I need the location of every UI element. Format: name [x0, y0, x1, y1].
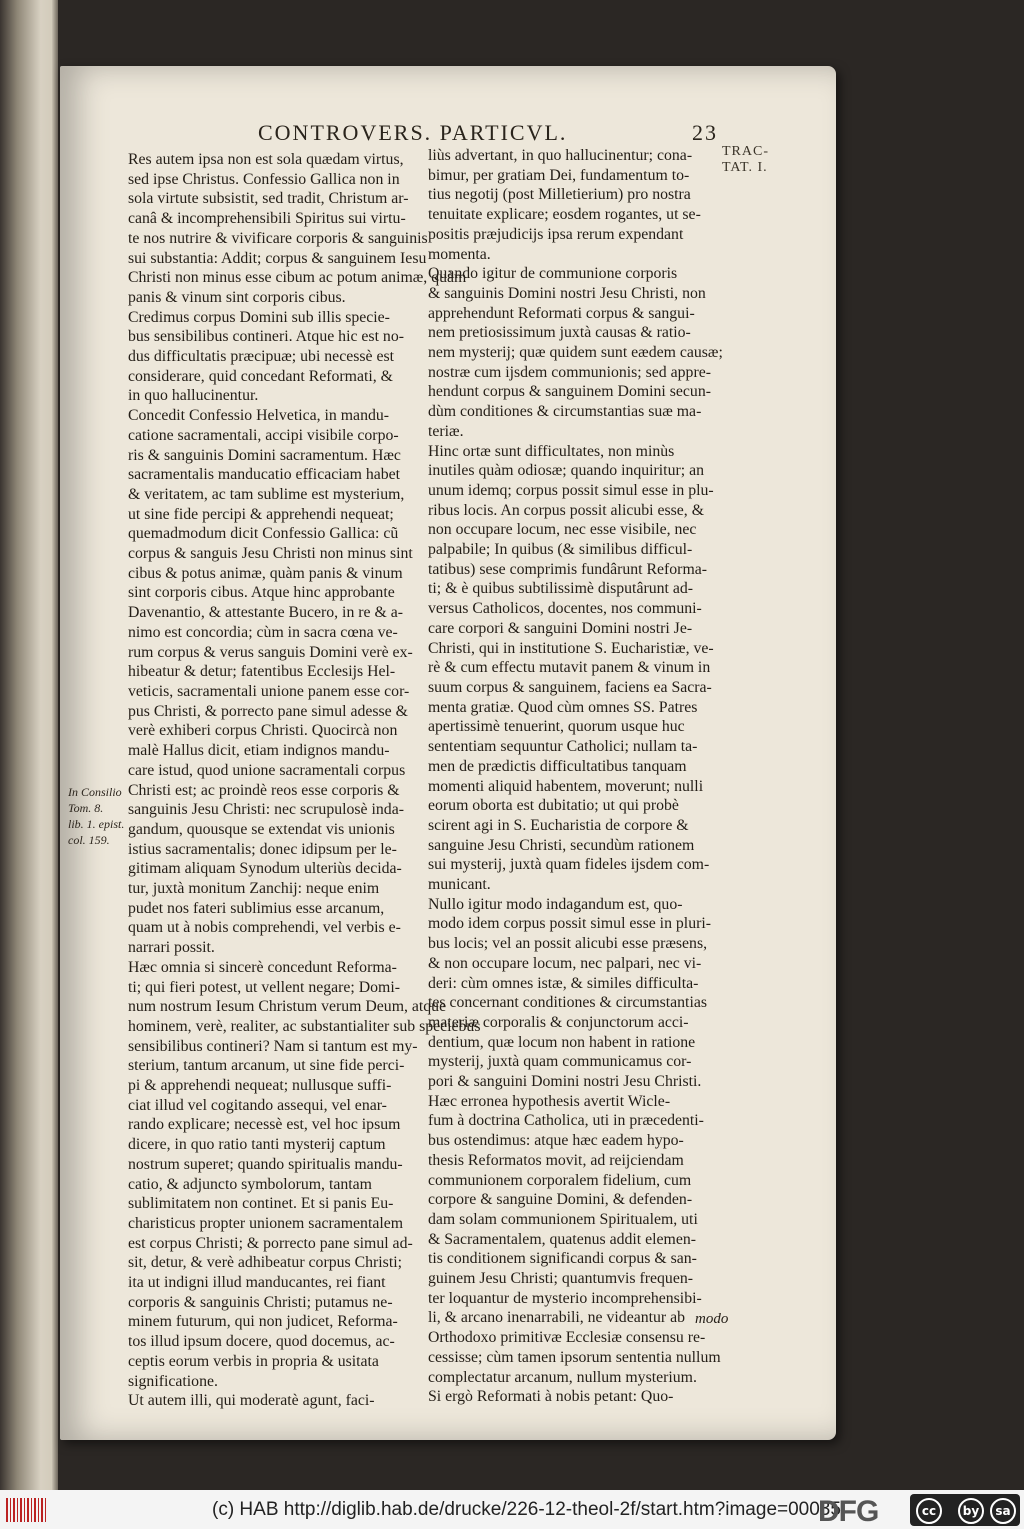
text-line: & Sacramentalem, quatenus addit elemen- [428, 1230, 697, 1248]
text-line: Credimus corpus Domini sub illis specie- [128, 308, 390, 326]
text-line: liùs advertant, in quo hallucinentur; cona- [428, 147, 693, 164]
text-line: apprehendunt Reformati corpus & sangui- [428, 304, 695, 322]
text-line: care istud, quod unione sacramentali corpus [128, 761, 406, 779]
text-line: veticis, sacramentali unione panem esse cor- [128, 682, 410, 700]
text-line: bus ostendimus: atque hæc eadem hypo- [428, 1132, 684, 1150]
text-line: est corpus Christi; & porrecto pane simul ad- [128, 1234, 413, 1252]
text-line: men de prædictis difficultatibus tanquam [428, 757, 687, 775]
text-line: sint corporis cibus. Atque hinc approbante [128, 584, 395, 602]
text-line: gitimam aliquam Synodum ulteriùs decida- [128, 860, 402, 878]
text-line: sit, detur, & verè adhibeatur corpus Christi; [128, 1254, 402, 1272]
text-line: bimur, per gratiam Dei, fundamentum to- [428, 166, 690, 184]
text-line: sanguinis Jesu Christi: nec scrupulosè inda- [128, 801, 404, 819]
text-line: sterium, tantum arcanum, ut sine fide perci- [128, 1057, 405, 1075]
text-line: malè Hallus dicit, etiam indignos mandu- [128, 742, 390, 760]
text-line: minem futurum, qui non judicet, Reforma- [128, 1313, 398, 1331]
text-line: catione sacramentali, accipi visibile corpo- [128, 426, 399, 444]
text-line: Davenantio, & attestante Bucero, in re & a- [128, 604, 404, 622]
text-line: Ut autem illi, qui moderatè agunt, faci- [128, 1392, 375, 1410]
text-line: nostrum superet; quando spiritualis mandu- [128, 1155, 403, 1173]
text-line: & veritatem, ac tam sublime est mysterium, [128, 485, 405, 503]
text-line: ceptis eorum verbis in propria & usitata [128, 1352, 379, 1370]
text-line: quemadmodum dicit Confessio Gallica: cũ [128, 525, 399, 543]
text-line: sanguine Jesu Christi, secundùm rationem [428, 836, 695, 854]
text-line: catio, & adjuncto symbolorum, tantam [128, 1175, 372, 1193]
text-line: positis præjudicijs ipsa rerum expendant [428, 225, 684, 243]
text-line: thesis Reformatos movit, ad reijciendam [428, 1151, 684, 1169]
running-header [258, 120, 718, 148]
text-line: tes concernant conditiones & circumstantias [428, 994, 707, 1012]
margin-note [68, 784, 128, 848]
text-line: gandum, quousque se extendat vis unionis [128, 820, 395, 838]
text-line: Concedit Confessio Helvetica, in mandu- [128, 407, 390, 425]
text-line: momenti aliquid habentem, moverunt; nulli [428, 777, 704, 795]
text-line: sui substantia: Addit; corpus & sanguinem Iesu [128, 249, 427, 267]
text-line: dentium, quæ locum non habent in ratione [428, 1033, 696, 1051]
text-line: nem pretiosissimum juxtà causas & ratio- [428, 324, 691, 342]
text-line: Christi non minus esse cibum ac potum animæ, quàm [128, 269, 467, 287]
text-line: hibeatur & detur; fatentibus Ecclesijs Hel- [128, 663, 396, 681]
text-line: nimo est concordia; cùm in sacra cœna ve- [128, 623, 398, 641]
text-line: quam ut à nobis comprehendi, vel verbis e- [128, 919, 401, 937]
text-line: pudet nos fateri sublimius esse arcanum, [128, 899, 385, 917]
text-line: tos illud ipsum docere, quod docemus, ac- [128, 1333, 395, 1351]
text-line: hendunt corpus & sanguinem Domini secun- [428, 383, 711, 401]
text-line: tius negotij (post Milletierium) pro nostra [428, 186, 691, 204]
text-line: suum corpus & sanguinem, faciens ea Sacra- [428, 678, 712, 696]
text-line: Res autem ipsa non est sola quædam virtus, [128, 151, 404, 168]
text-line: dam solam communionem Spiritualem, uti [428, 1210, 698, 1228]
text-line: bus sensibilibus contineri. Atque hic est no- [128, 328, 404, 346]
text-line: Christi, qui in institutione S. Eucharistiæ, ve- [428, 639, 714, 657]
text-line: ti; qui fieri potest, ut vellent negare; Domi- [128, 978, 400, 996]
text-line: sed ipse Christus. Confessio Gallica non in [128, 170, 400, 188]
cc-icon: cc [916, 1498, 942, 1524]
text-line: num nostrum Iesum Christum verum Deum, atque [128, 998, 447, 1016]
text-line: hominem, verè, realiter, ac substantialiter sub speciebus [128, 1017, 481, 1035]
text-column-right [428, 146, 723, 1407]
text-line: bus locis; vel an possit alicubi esse præsens, [428, 935, 708, 953]
text-line: palpabile; In quibus (& similibus difficul- [428, 541, 693, 559]
text-line: narrari possit. [128, 939, 215, 957]
text-line: Quando igitur de communione corporis [428, 265, 678, 283]
text-line: Christi est; ac proindè reos esse corporis & [128, 781, 400, 799]
text-line: dicere, in quo ratio tanti mysterij captum [128, 1136, 386, 1154]
text-line: nem mysterij; quæ quidem sunt eædem causæ; [428, 344, 723, 362]
text-line: corporis & sanguinis Christi; putamus ne- [128, 1293, 393, 1311]
margin-note-line: col. 159. [68, 833, 110, 847]
text-line: Hæc erronea hypothesis avertit Wicle- [428, 1092, 671, 1110]
text-line: ribus locis. An corpus possit alicubi esse, & [428, 501, 704, 519]
text-line: sola virtute subsistit, sed tradit, Christum ar- [128, 190, 409, 208]
text-line: dus difficultatis præcipuæ; ubi necessè est [128, 348, 395, 366]
text-line: sententiam sequuntur Catholici; nullam ta- [428, 738, 698, 756]
text-line: care corpori & sanguini Domini nostri Je- [428, 619, 693, 637]
text-line: Hæc omnia si sincerè concedunt Reforma- [128, 958, 397, 976]
text-line: dùm conditiones & circumstantias suæ ma- [428, 403, 702, 421]
text-line: panis & vinum sint corporis cibus. [128, 288, 346, 306]
text-line: Si ergò Reformati à nobis petant: Quo- [428, 1388, 674, 1406]
text-line: pus Christi, & porrecto pane simul adesse & [128, 702, 408, 720]
text-line: momenta. [428, 245, 491, 263]
text-line: canâ & incomprehensibili Spiritus sui virtu- [128, 210, 406, 228]
text-line: unum idemq; corpus possit simul esse in plu- [428, 481, 714, 499]
text-line: & non occupare locum, nec palpari, nec vi- [428, 954, 702, 972]
text-line: nostræ cum ijsdem communionis; sed appre- [428, 363, 711, 381]
adjacent-page-edge [0, 0, 58, 1490]
text-line: sublimitatem non continet. Et si panis Eu- [128, 1195, 394, 1213]
text-line: deri: cùm omnes istæ, & similes difficulta- [428, 974, 699, 992]
catchword: modo [695, 1311, 729, 1327]
text-line: rum corpus & verus sanguis Domini verè ex- [128, 643, 413, 661]
dfg-logo: DFG [818, 1495, 879, 1528]
running-title: CONTROVERS. PARTICVL. [258, 120, 568, 145]
text-line: Orthodoxo primitivæ Ecclesiæ consensu re- [428, 1329, 706, 1347]
viewer-footer [0, 1490, 1024, 1529]
text-line: modo idem corpus possit simul esse in pluri- [428, 915, 712, 933]
text-line: non occupare locum, nec esse visibile, nec [428, 521, 697, 539]
text-line: guinem Jesu Christi; quantumvis frequen- [428, 1270, 693, 1288]
license-badge[interactable] [910, 1494, 1020, 1526]
text-line: cibus & potus animæ, quàm panis & vinum [128, 564, 403, 582]
text-line: pi & apprehendi nequeat; nullusque suffi- [128, 1077, 392, 1095]
text-line: ter loquantur de mysterio incomprehensibi- [428, 1289, 702, 1307]
text-line: complectatur arcanum, nullum mysterium. [428, 1368, 697, 1386]
marginal-tractat [722, 144, 769, 176]
text-line: scirent agi in S. Eucharistia de corpore & [428, 816, 689, 834]
text-line: te nos nutrire & vivificare corporis & sanguinis [128, 229, 428, 247]
text-line: sui mysterij, juxtà quam fideles ijsdem com- [428, 856, 710, 874]
hab-logo-icon [6, 1498, 46, 1522]
text-line: considerare, quid concedant Reformati, & [128, 367, 393, 385]
margin-note-line: Tom. 8. [68, 801, 104, 815]
text-line: tis conditionem significandi corpus & san- [428, 1250, 697, 1268]
text-line: tenuitate explicare; eosdem rogantes, ut se- [428, 206, 701, 224]
text-line: in quo hallucinentur. [128, 387, 259, 405]
text-line: & sanguinis Domini nostri Jesu Christi, non [428, 284, 706, 302]
sa-icon: sa [990, 1498, 1016, 1524]
text-line: verè exhiberi corpus Christi. Quocircà non [128, 722, 398, 740]
tractat-line: TAT. I. [722, 160, 768, 175]
tractat-line: TRAC- [722, 144, 769, 159]
text-line: apertissimè tenuerint, quorum usque huc [428, 718, 685, 736]
text-line: eorum oborta est dubitatio; ut qui probè [428, 797, 679, 815]
text-line: materiæ corporalis & conjunctorum acci- [428, 1013, 689, 1031]
margin-note-line: In Consilio [68, 785, 122, 799]
text-line: istius sacramentalis; donec idipsum per le- [128, 840, 397, 858]
text-line: tur, juxtà monitum Zanchij: neque enim [128, 880, 380, 898]
text-line: communionem corporalem fidelium, cum [428, 1171, 692, 1189]
text-line: ciat illud vel cogitando assequi, vel enar- [128, 1096, 387, 1114]
source-credit[interactable]: (c) HAB http://diglib.hab.de/drucke/226-12-theol-2f/start.htm?image=00035 [212, 1499, 841, 1520]
margin-note-line: lib. 1. epist. [68, 817, 125, 831]
text-line: sensibilibus contineri? Nam si tantum est my- [128, 1037, 418, 1055]
text-line: significatione. [128, 1372, 218, 1390]
text-line: mysterij, juxtà quam communicamus cor- [428, 1053, 692, 1071]
text-line: Nullo igitur modo indagandum est, quo- [428, 895, 683, 913]
text-line: tatibus) sese comprimis fundârunt Reforma- [428, 560, 708, 578]
text-line: ut sine fide percipi & apprehendi nequeat; [128, 505, 394, 523]
text-line: charisticus propter unionem sacramentalem [128, 1214, 404, 1232]
text-line: pori & sanguini Domini nostri Jesu Christi. [428, 1073, 702, 1091]
text-line: corpus & sanguis Jesu Christi non minus sint [128, 545, 413, 563]
text-line: cessisse; cùm tamen ipsorum sententia nullum [428, 1348, 721, 1366]
text-line: municant. [428, 876, 491, 894]
text-line: menta gratiæ. Quod cùm omnes SS. Patres [428, 698, 698, 716]
text-line: Hinc ortæ sunt difficultates, non minùs [428, 442, 675, 460]
by-icon: by [958, 1498, 984, 1524]
text-line: ita ut indigni illud manducantes, rei fiant [128, 1274, 386, 1292]
text-line: teriæ. [428, 422, 464, 440]
page-number: 23 [692, 120, 718, 145]
text-line: ti; & è quibus subtilissimè disputârunt ad- [428, 580, 694, 598]
text-line: ris & sanguinis Domini sacramentum. Hæc [128, 446, 401, 464]
text-line: versus Catholicos, docentes, nos communi- [428, 600, 702, 618]
text-line: inutiles quàm odiosæ; quando inquiritur; an [428, 462, 704, 480]
text-line: corpore & sanguine Domini, & defenden- [428, 1191, 693, 1209]
text-line: rando explicare; necessè est, vel hoc ipsum [128, 1116, 401, 1134]
text-line: rè & cum effectu mutavit panem & vinum in [428, 659, 711, 677]
text-line: li, & arcano inenarrabili, ne videantur ab [428, 1309, 686, 1327]
text-line: sacramentalis manducatio efficaciam habet [128, 466, 401, 484]
text-line: fum à doctrina Catholica, uti in præcedenti- [428, 1112, 704, 1130]
